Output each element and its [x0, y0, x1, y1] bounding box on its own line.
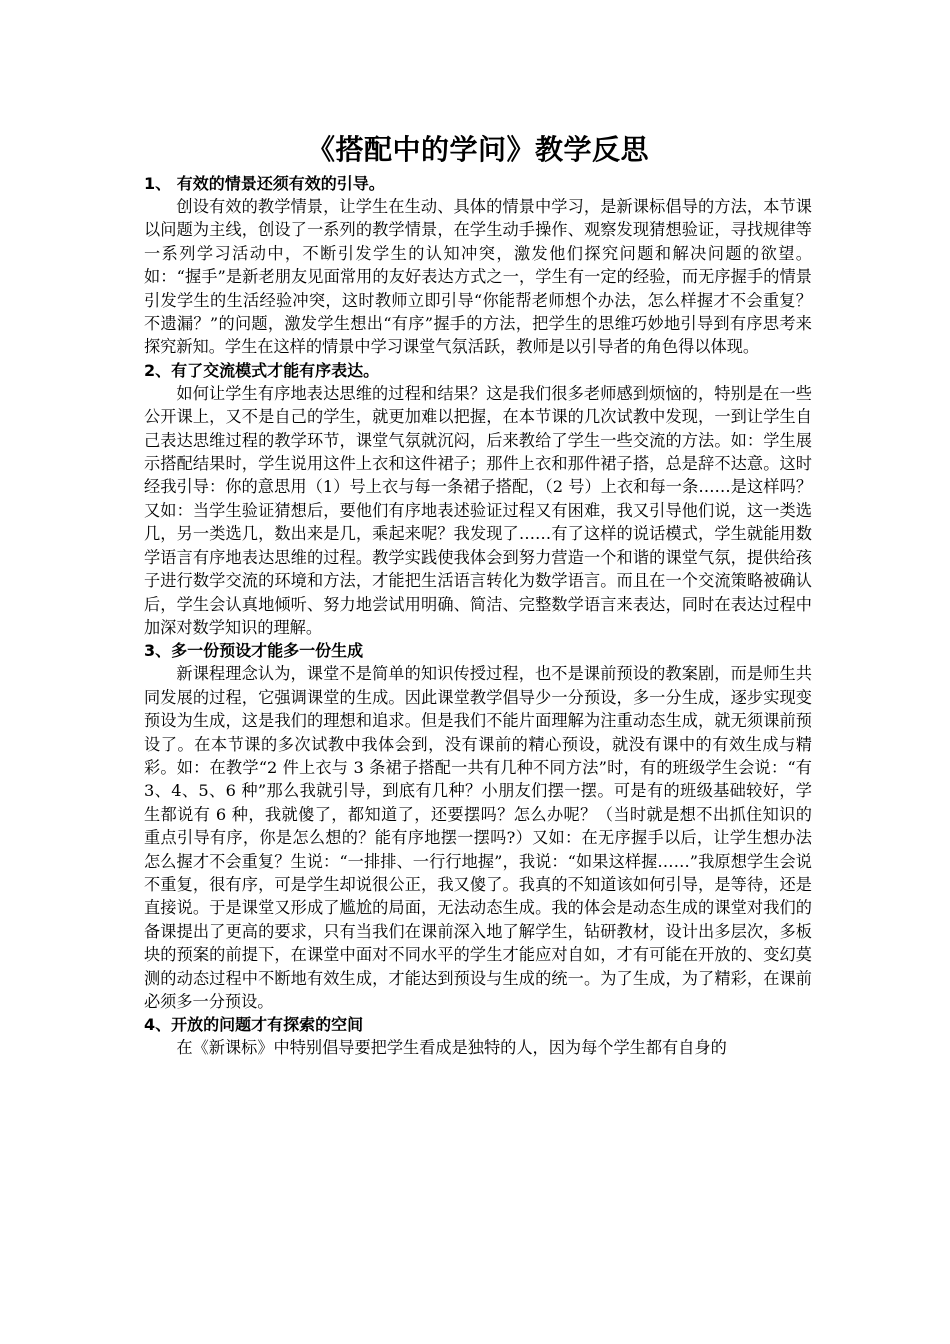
section-heading: 2、有了交流模式才能有序表达。	[144, 360, 380, 380]
document-title: 《搭配中的学问》教学反思	[306, 133, 649, 166]
document-page	[144, 132, 812, 1060]
section-heading: 1、 有效的情景还须有效的引导。	[144, 174, 385, 193]
section-1	[144, 172, 812, 359]
section-heading: 4、开放的问题才有探索的空间	[144, 1015, 364, 1035]
section-paragraph: 在《新课标》中特别倡导要把学生看成是独特的人，因为每个学生都有自身的	[176, 1038, 727, 1058]
section-paragraph: 新课程理念认为，课堂不是简单的知识传授过程，也不是课前预设的教案剧，而是师生共同发展的过程，它强调课堂的生成。因此课堂教学倡导少一分预设，多一分生成，逐步实现变预设为生成，这是我们的理想和追求。但是我们不能片面理解为注重动态生成，就无须课前预设了。在本节课的多次试教中我体会到，没有课前的精心预设，就没有课中的有效生成与精彩。如：在教学“2 件上衣与 3 条裙子搭配一共有几种不同方法”时，有的班级学生会说：“有 3、4、5、6 种”那么我就引导，到底有几种？小朋友们摆一摆。可是有的班级基础较好，学生都说有 6 种，我就傻了，都知道了，还要摆吗？怎么办呢？（当时就是想不出抓住知识的重点引导有序，你是怎么想的？能有序地摆一摆吗?）又如：在无序握手以后，让学生想办法怎么握才不会重复？生说：“一排排、一行行地握”，我说：“如果这样握……”我原想学生会说不重复，很有序，可是学生却说很公正，我又傻了。我真的不知道该如何引导，是等待，还是直接说。于是课堂又形成了尴尬的局面，无法动态生成。我的体会是动态生成的课堂对我们的备课提出了更高的要求，只有当我们在课前深入地了解学生，钻研教材，设计出多层次，多板块的预案的前提下，在课堂中面对不同水平的学生才能应对自如，才有可能在开放的、变幻莫测的动态过程中不断地有效生成，才能达到预设与生成的统一。为了生成，为了精彩，在课前必须多一分预设。	[144, 664, 812, 1011]
section-3	[144, 639, 812, 1013]
section-paragraph: 如何让学生有序地表达思维的过程和结果？这是我们很多老师感到烦恼的，特别是在一些公开课上，又不是自己的学生，就更加难以把握，在本节课的几次试教中发现，一到让学生自己表达思维过程的教学环节，课堂气氛就沉闷，后来教给了学生一些交流的方法。如：学生展示搭配结果时，学生说用这件上衣和这件裙子；那件上衣和那件裙子搭，总是辞不达意。这时经我引导：你的意思用（1）号上衣与每一条裙子搭配，（2 号）上衣和每一条……是这样吗？又如：当学生验证猜想后，要他们有序地表述验证过程又有困难，我又引导他们说，这一类选几，另一类选几，数出来是几，乘起来呢？我发现了……有了这样的说话模式，学生就能用数学语言有序地表达思维的过程。教学实践使我体会到努力营造一个和谐的课堂气氛，提供给孩子进行数学交流的环境和方法，才能把生活语言转化为数学语言。而且在一个交流策略被确认后，学生会认真地倾听、努力地尝试用明确、简洁、完整数学语言来表达，同时在表达过程中加深对数学知识的理解。	[144, 383, 812, 637]
section-paragraph: 创设有效的教学情景，让学生在生动、具体的情景中学习，是新课标倡导的方法，本节课以问题为主线，创设了一系列的教学情景，在学生动手操作、观察发现猜想验证，寻找规律等一系列学习活动中，不断引发学生的认知冲突，激发他们探究问题和解决问题的欲望。如：“握手”是新老朋友见面常用的友好表达方式之一，学生有一定的经验，而无序握手的情景引发学生的生活经验冲突，这时教师立即引导“你能帮老师想个办法，怎么样握才不会重复？不遗漏？”的问题，激发学生想出“有序”握手的方法，把学生的思维巧妙地引导到有序思考来探究新知。学生在这样的情景中学习课堂气氛活跃，教师是以引导者的角色得以体现。	[144, 197, 812, 357]
section-4	[144, 1013, 812, 1059]
section-heading: 3、多一份预设才能多一份生成	[144, 641, 364, 661]
section-2	[144, 359, 812, 639]
